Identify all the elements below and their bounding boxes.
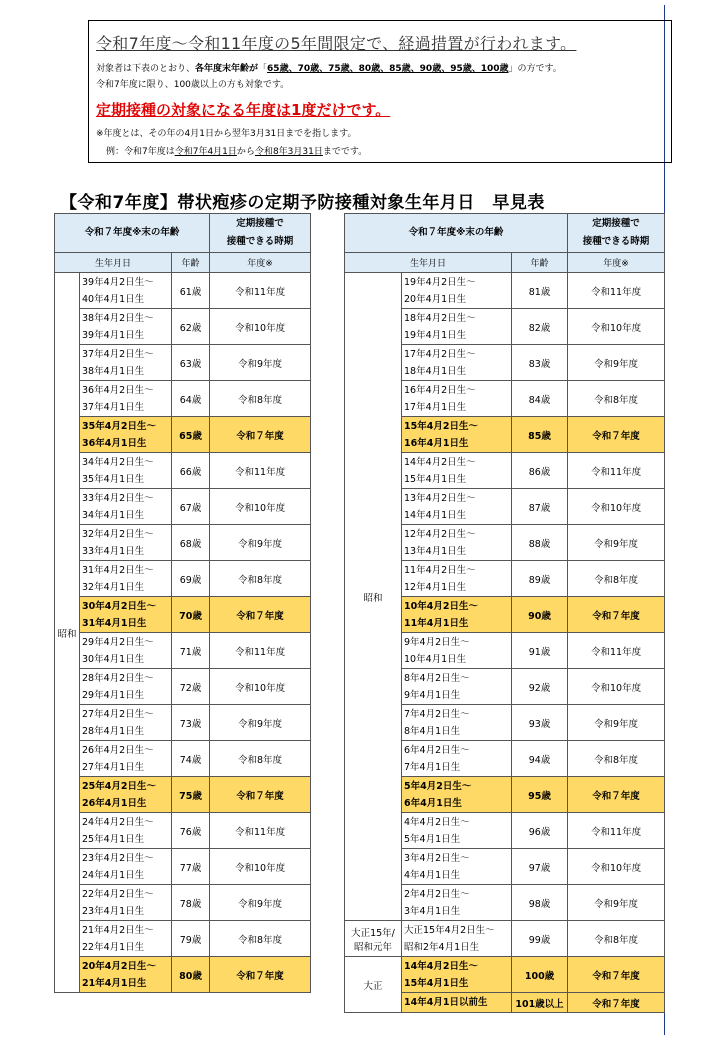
- age-cell: 71歳: [172, 633, 210, 669]
- dob-cell: [80, 489, 172, 525]
- year-cell: 令和７年度: [568, 417, 665, 453]
- age-cell: 64歳: [172, 381, 210, 417]
- dob-to: 8年4月1日生: [404, 725, 461, 737]
- age-cell: 77歳: [172, 849, 210, 885]
- year-cell: 令和10年度: [568, 849, 665, 885]
- notice-example-mid: から: [236, 147, 255, 157]
- dob-from: 31年4月2日生～: [82, 564, 154, 576]
- dob-cell: [402, 561, 512, 597]
- dob-from: 7年4月2日生～: [404, 708, 470, 720]
- page-title: 【令和7年度】帯状疱疹の定期予防接種対象生年月日 早見表: [60, 193, 545, 213]
- dob-to: 15年4月1日生: [404, 473, 467, 485]
- dob-cell: [80, 273, 172, 309]
- dob-from: 20年4月2日生～: [82, 960, 156, 972]
- dob-cell: [80, 849, 172, 885]
- dob-cell: [402, 489, 512, 525]
- year-cell: 令和11年度: [210, 453, 311, 489]
- dob-to: 昭和2年4月1日生: [404, 941, 480, 953]
- dob-from: 25年4月2日生～: [82, 780, 156, 792]
- quick-table-right: [344, 213, 665, 1013]
- dob-cell: [402, 777, 512, 813]
- table-row: [55, 849, 311, 885]
- dob-to: 6年4月1日生: [404, 797, 462, 809]
- dob-from: 27年4月2日生～: [82, 708, 154, 720]
- age-cell: 79歳: [172, 921, 210, 957]
- year-cell: 令和8年度: [210, 741, 311, 777]
- dob-from: 10年4月2日生～: [404, 600, 478, 612]
- dob-to: 19年4月1日生: [404, 329, 467, 341]
- dob-cell: [402, 309, 512, 345]
- age-cell: 90歳: [512, 597, 568, 633]
- year-cell: 令和11年度: [568, 633, 665, 669]
- dob-from: 14年4月2日生～: [404, 960, 478, 972]
- dob-cell: [402, 345, 512, 381]
- dob-to: 33年4月1日生: [82, 545, 145, 557]
- dob-cell: [402, 921, 512, 957]
- year-cell: 令和9年度: [210, 885, 311, 921]
- dob-to: 21年4月1日生: [82, 977, 147, 989]
- dob-cell: [402, 849, 512, 885]
- dob-from: 36年4月2日生～: [82, 384, 154, 396]
- header-period: 定期接種で 接種できる時期: [568, 214, 665, 253]
- year-cell: 令和11年度: [210, 273, 311, 309]
- dob-cell: [80, 705, 172, 741]
- year-cell: 令和10年度: [210, 849, 311, 885]
- dob-cell: [402, 273, 512, 309]
- table-row: [55, 273, 311, 309]
- table-row: [55, 561, 311, 597]
- age-cell: 80歳: [172, 957, 210, 993]
- year-cell: 令和11年度: [568, 813, 665, 849]
- dob-cell: [402, 741, 512, 777]
- dob-to: 36年4月1日生: [82, 437, 147, 449]
- dob-from: 4年4月2日生～: [404, 816, 470, 828]
- year-cell: 令和8年度: [210, 381, 311, 417]
- notice-example-end: 令和8年3月31日: [254, 147, 323, 157]
- year-cell: 令和10年度: [568, 489, 665, 525]
- era-cell: 大正15年/ 昭和元年: [345, 921, 402, 957]
- age-cell: 73歳: [172, 705, 210, 741]
- year-cell: 令和11年度: [210, 813, 311, 849]
- year-cell: 令和8年度: [568, 381, 665, 417]
- dob-cell: [80, 741, 172, 777]
- dob-from: 35年4月2日生～: [82, 420, 156, 432]
- dob-from: 21年4月2日生～: [82, 924, 154, 936]
- dob-cell: [80, 417, 172, 453]
- table-row: [55, 597, 311, 633]
- dob-from: 3年4月2日生～: [404, 852, 470, 864]
- dob-from: 2年4月2日生～: [404, 888, 470, 900]
- dob-cell: [402, 525, 512, 561]
- notice-target-ages: 65歳、70歳、75歳、80歳、85歳、90歳、95歳、100歳: [267, 64, 509, 74]
- header-period: 定期接種で 接種できる時期: [210, 214, 311, 253]
- dob-cell: [402, 381, 512, 417]
- year-cell: 令和9年度: [210, 525, 311, 561]
- dob-to: 31年4月1日生: [82, 617, 147, 629]
- age-cell: 97歳: [512, 849, 568, 885]
- age-cell: 98歳: [512, 885, 568, 921]
- table-row: [55, 813, 311, 849]
- dob-cell: [80, 957, 172, 993]
- notice-target-post: 」の方です。: [508, 64, 562, 74]
- dob-from: 6年4月2日生～: [404, 744, 470, 756]
- dob-to: 7年4月1日生: [404, 761, 461, 773]
- notice-target-line: [96, 61, 562, 74]
- notice-fiscal-year-def: ※年度とは、その年の4月1日から翌年3月31日までを指します。: [96, 129, 357, 139]
- dob-from: 39年4月2日生～: [82, 276, 154, 288]
- age-cell: 96歳: [512, 813, 568, 849]
- dob-cell: [80, 381, 172, 417]
- dob-from: 38年4月2日生～: [82, 312, 154, 324]
- dob-to: 4年4月1日生: [404, 869, 461, 881]
- dob-from: 17年4月2日生～: [404, 348, 476, 360]
- table-row: [55, 741, 311, 777]
- year-cell: 令和9年度: [210, 705, 311, 741]
- table-row: [55, 381, 311, 417]
- dob-to: 29年4月1日生: [82, 689, 145, 701]
- year-cell: 令和７年度: [568, 597, 665, 633]
- dob-cell: [80, 525, 172, 561]
- dob-to: 16年4月1日生: [404, 437, 469, 449]
- age-cell: 88歳: [512, 525, 568, 561]
- table-row: [55, 921, 311, 957]
- dob-cell: [80, 597, 172, 633]
- notice-box: [88, 20, 672, 163]
- dob-from: 5年4月2日生～: [404, 780, 472, 792]
- dob-to: 22年4月1日生: [82, 941, 145, 953]
- year-cell: 令和8年度: [210, 561, 311, 597]
- table-row: [55, 669, 311, 705]
- dob-to: 20年4月1日生: [404, 293, 467, 305]
- dob-from: 34年4月2日生～: [82, 456, 154, 468]
- year-cell: 令和７年度: [210, 777, 311, 813]
- dob-to: 37年4月1日生: [82, 401, 145, 413]
- age-cell: 62歳: [172, 309, 210, 345]
- col-year: 年度※: [568, 253, 665, 273]
- age-cell: 99歳: [512, 921, 568, 957]
- dob-to: 12年4月1日生: [404, 581, 467, 593]
- year-cell: 令和７年度: [568, 993, 665, 1013]
- dob-to: 14年4月1日生: [404, 509, 467, 521]
- notice-target-pre: 対象者は下表のとおり、: [96, 64, 196, 74]
- dob-cell: [402, 813, 512, 849]
- dob-from: 22年4月2日生～: [82, 888, 154, 900]
- dob-from: 8年4月2日生～: [404, 672, 470, 684]
- age-cell: 101歳以上: [512, 993, 568, 1013]
- year-cell: 令和9年度: [210, 345, 311, 381]
- dob-from: 19年4月2日生～: [404, 276, 476, 288]
- year-cell: 令和11年度: [210, 633, 311, 669]
- dob-from: 30年4月2日生～: [82, 600, 156, 612]
- dob-from: 28年4月2日生～: [82, 672, 154, 684]
- notice-once-only: 定期接種の対象になる年度は1度だけです。: [96, 101, 391, 119]
- era-cell: 昭和: [55, 273, 80, 993]
- dob-cell: [80, 309, 172, 345]
- year-cell: 令和8年度: [568, 741, 665, 777]
- year-cell: 令和9年度: [568, 705, 665, 741]
- table-row: [55, 345, 311, 381]
- col-dob: 生年月日: [345, 253, 512, 273]
- year-cell: 令和７年度: [568, 777, 665, 813]
- notice-100-line: 令和7年度に限り、100歳以上の方も対象です。: [96, 80, 290, 90]
- dob-from: 29年4月2日生～: [82, 636, 154, 648]
- table-row: [55, 489, 311, 525]
- age-cell: 61歳: [172, 273, 210, 309]
- age-cell: 82歳: [512, 309, 568, 345]
- age-cell: 81歳: [512, 273, 568, 309]
- age-cell: 76歳: [172, 813, 210, 849]
- notice-heading: 令和7年度～令和11年度の5年間限定で、経過措置が行われます。: [96, 34, 577, 53]
- dob-cell: [80, 453, 172, 489]
- dob-from: 32年4月2日生～: [82, 528, 154, 540]
- age-cell: 72歳: [172, 669, 210, 705]
- age-cell: 69歳: [172, 561, 210, 597]
- year-cell: 令和10年度: [210, 309, 311, 345]
- age-cell: 100歳: [512, 957, 568, 993]
- dob-to: 28年4月1日生: [82, 725, 145, 737]
- age-cell: 68歳: [172, 525, 210, 561]
- table-row: [55, 417, 311, 453]
- dob-to: 11年4月1日生: [404, 617, 469, 629]
- table-row: [55, 777, 311, 813]
- dob-cell: [402, 597, 512, 633]
- year-cell: 令和8年度: [568, 561, 665, 597]
- dob-from: 13年4月2日生～: [404, 492, 476, 504]
- dob-from: 12年4月2日生～: [404, 528, 476, 540]
- header-age: 令和７年度※末の年齢: [55, 214, 210, 253]
- dob-cell: [402, 417, 512, 453]
- age-cell: 85歳: [512, 417, 568, 453]
- table-row: [55, 633, 311, 669]
- dob-cell: [80, 633, 172, 669]
- dob-to: 15年4月1日生: [404, 977, 469, 989]
- year-cell: 令和７年度: [210, 957, 311, 993]
- dob-to: 3年4月1日生: [404, 905, 461, 917]
- dob-cell: [80, 813, 172, 849]
- year-cell: 令和8年度: [210, 921, 311, 957]
- dob-to: 10年4月1日生: [404, 653, 467, 665]
- age-cell: 67歳: [172, 489, 210, 525]
- dob-cell: [402, 885, 512, 921]
- dob-cell: [80, 561, 172, 597]
- age-cell: 74歳: [172, 741, 210, 777]
- dob-cell: [402, 957, 512, 993]
- age-cell: 86歳: [512, 453, 568, 489]
- dob-from: 23年4月2日生～: [82, 852, 154, 864]
- col-year: 年度※: [210, 253, 311, 273]
- age-cell: 89歳: [512, 561, 568, 597]
- year-cell: 令和10年度: [568, 309, 665, 345]
- dob-to: 13年4月1日生: [404, 545, 467, 557]
- age-cell: 65歳: [172, 417, 210, 453]
- dob-cell: [80, 921, 172, 957]
- dob-to: 40年4月1日生: [82, 293, 145, 305]
- era-cell: 昭和: [345, 273, 402, 921]
- table-row: [345, 921, 665, 957]
- notice-example-post: までです。: [322, 147, 368, 157]
- dob-to: 17年4月1日生: [404, 401, 467, 413]
- age-cell: 84歳: [512, 381, 568, 417]
- age-cell: 87歳: [512, 489, 568, 525]
- notice-target-bold: 各年度末年齢が: [195, 64, 259, 74]
- dob-to: 27年4月1日生: [82, 761, 145, 773]
- age-cell: 83歳: [512, 345, 568, 381]
- dob-cell: [80, 669, 172, 705]
- dob-from: 37年4月2日生～: [82, 348, 154, 360]
- year-cell: 令和10年度: [210, 669, 311, 705]
- table-row: [345, 957, 665, 993]
- dob-from: 26年4月2日生～: [82, 744, 154, 756]
- table-row: [55, 885, 311, 921]
- dob-to: 30年4月1日生: [82, 653, 145, 665]
- year-cell: 令和10年度: [210, 489, 311, 525]
- age-cell: 91歳: [512, 633, 568, 669]
- table-row: [345, 273, 665, 309]
- table-row: [55, 525, 311, 561]
- dob-to: 5年4月1日生: [404, 833, 461, 845]
- dob-cell: [402, 993, 512, 1013]
- table-row: [55, 705, 311, 741]
- age-cell: 93歳: [512, 705, 568, 741]
- dob-cell: [80, 345, 172, 381]
- dob-to: 38年4月1日生: [82, 365, 145, 377]
- table-row: [55, 453, 311, 489]
- dob-to: 34年4月1日生: [82, 509, 145, 521]
- age-cell: 78歳: [172, 885, 210, 921]
- dob-from: 大正15年4月2日生～: [404, 924, 495, 936]
- notice-example-pre: 例：令和7年度は: [106, 147, 175, 157]
- age-cell: 66歳: [172, 453, 210, 489]
- dob-to: 23年4月1日生: [82, 905, 145, 917]
- dob-to: 35年4月1日生: [82, 473, 145, 485]
- quick-table-left: [54, 213, 311, 993]
- dob-from: 33年4月2日生～: [82, 492, 154, 504]
- age-cell: 70歳: [172, 597, 210, 633]
- dob-to: 32年4月1日生: [82, 581, 145, 593]
- dob-to: 25年4月1日生: [82, 833, 145, 845]
- dob-to: 9年4月1日生: [404, 689, 461, 701]
- notice-example-start: 令和7年4月1日: [174, 147, 237, 157]
- year-cell: 令和７年度: [210, 597, 311, 633]
- age-cell: 92歳: [512, 669, 568, 705]
- dob-from: 14年4月1日以前生: [404, 997, 488, 1008]
- year-cell: 令和７年度: [568, 957, 665, 993]
- col-dob: 生年月日: [55, 253, 172, 273]
- era-cell: 大正: [345, 957, 402, 1013]
- year-cell: 令和７年度: [210, 417, 311, 453]
- col-age: 年齢: [172, 253, 210, 273]
- col-age: 年齢: [512, 253, 568, 273]
- notice-quote-open: 「: [258, 64, 268, 74]
- notice-example-line: [106, 144, 367, 157]
- dob-to: 18年4月1日生: [404, 365, 467, 377]
- year-cell: 令和9年度: [568, 525, 665, 561]
- dob-from: 16年4月2日生～: [404, 384, 476, 396]
- dob-cell: [80, 885, 172, 921]
- year-cell: 令和9年度: [568, 345, 665, 381]
- table-row: [55, 309, 311, 345]
- dob-to: 26年4月1日生: [82, 797, 147, 809]
- age-cell: 75歳: [172, 777, 210, 813]
- year-cell: 令和8年度: [568, 921, 665, 957]
- year-cell: 令和11年度: [568, 453, 665, 489]
- year-cell: 令和9年度: [568, 885, 665, 921]
- table-row: [55, 957, 311, 993]
- age-cell: 95歳: [512, 777, 568, 813]
- dob-from: 24年4月2日生～: [82, 816, 154, 828]
- age-cell: 94歳: [512, 741, 568, 777]
- dob-to: 24年4月1日生: [82, 869, 145, 881]
- dob-cell: [80, 777, 172, 813]
- dob-from: 11年4月2日生～: [404, 564, 476, 576]
- dob-from: 18年4月2日生～: [404, 312, 476, 324]
- dob-cell: [402, 453, 512, 489]
- header-age: 令和７年度※末の年齢: [345, 214, 568, 253]
- age-cell: 63歳: [172, 345, 210, 381]
- dob-from: 14年4月2日生～: [404, 456, 476, 468]
- dob-cell: [402, 705, 512, 741]
- dob-cell: [402, 633, 512, 669]
- year-cell: 令和11年度: [568, 273, 665, 309]
- dob-cell: [402, 669, 512, 705]
- dob-from: 15年4月2日生～: [404, 420, 478, 432]
- dob-from: 9年4月2日生～: [404, 636, 470, 648]
- dob-to: 39年4月1日生: [82, 329, 145, 341]
- year-cell: 令和10年度: [568, 669, 665, 705]
